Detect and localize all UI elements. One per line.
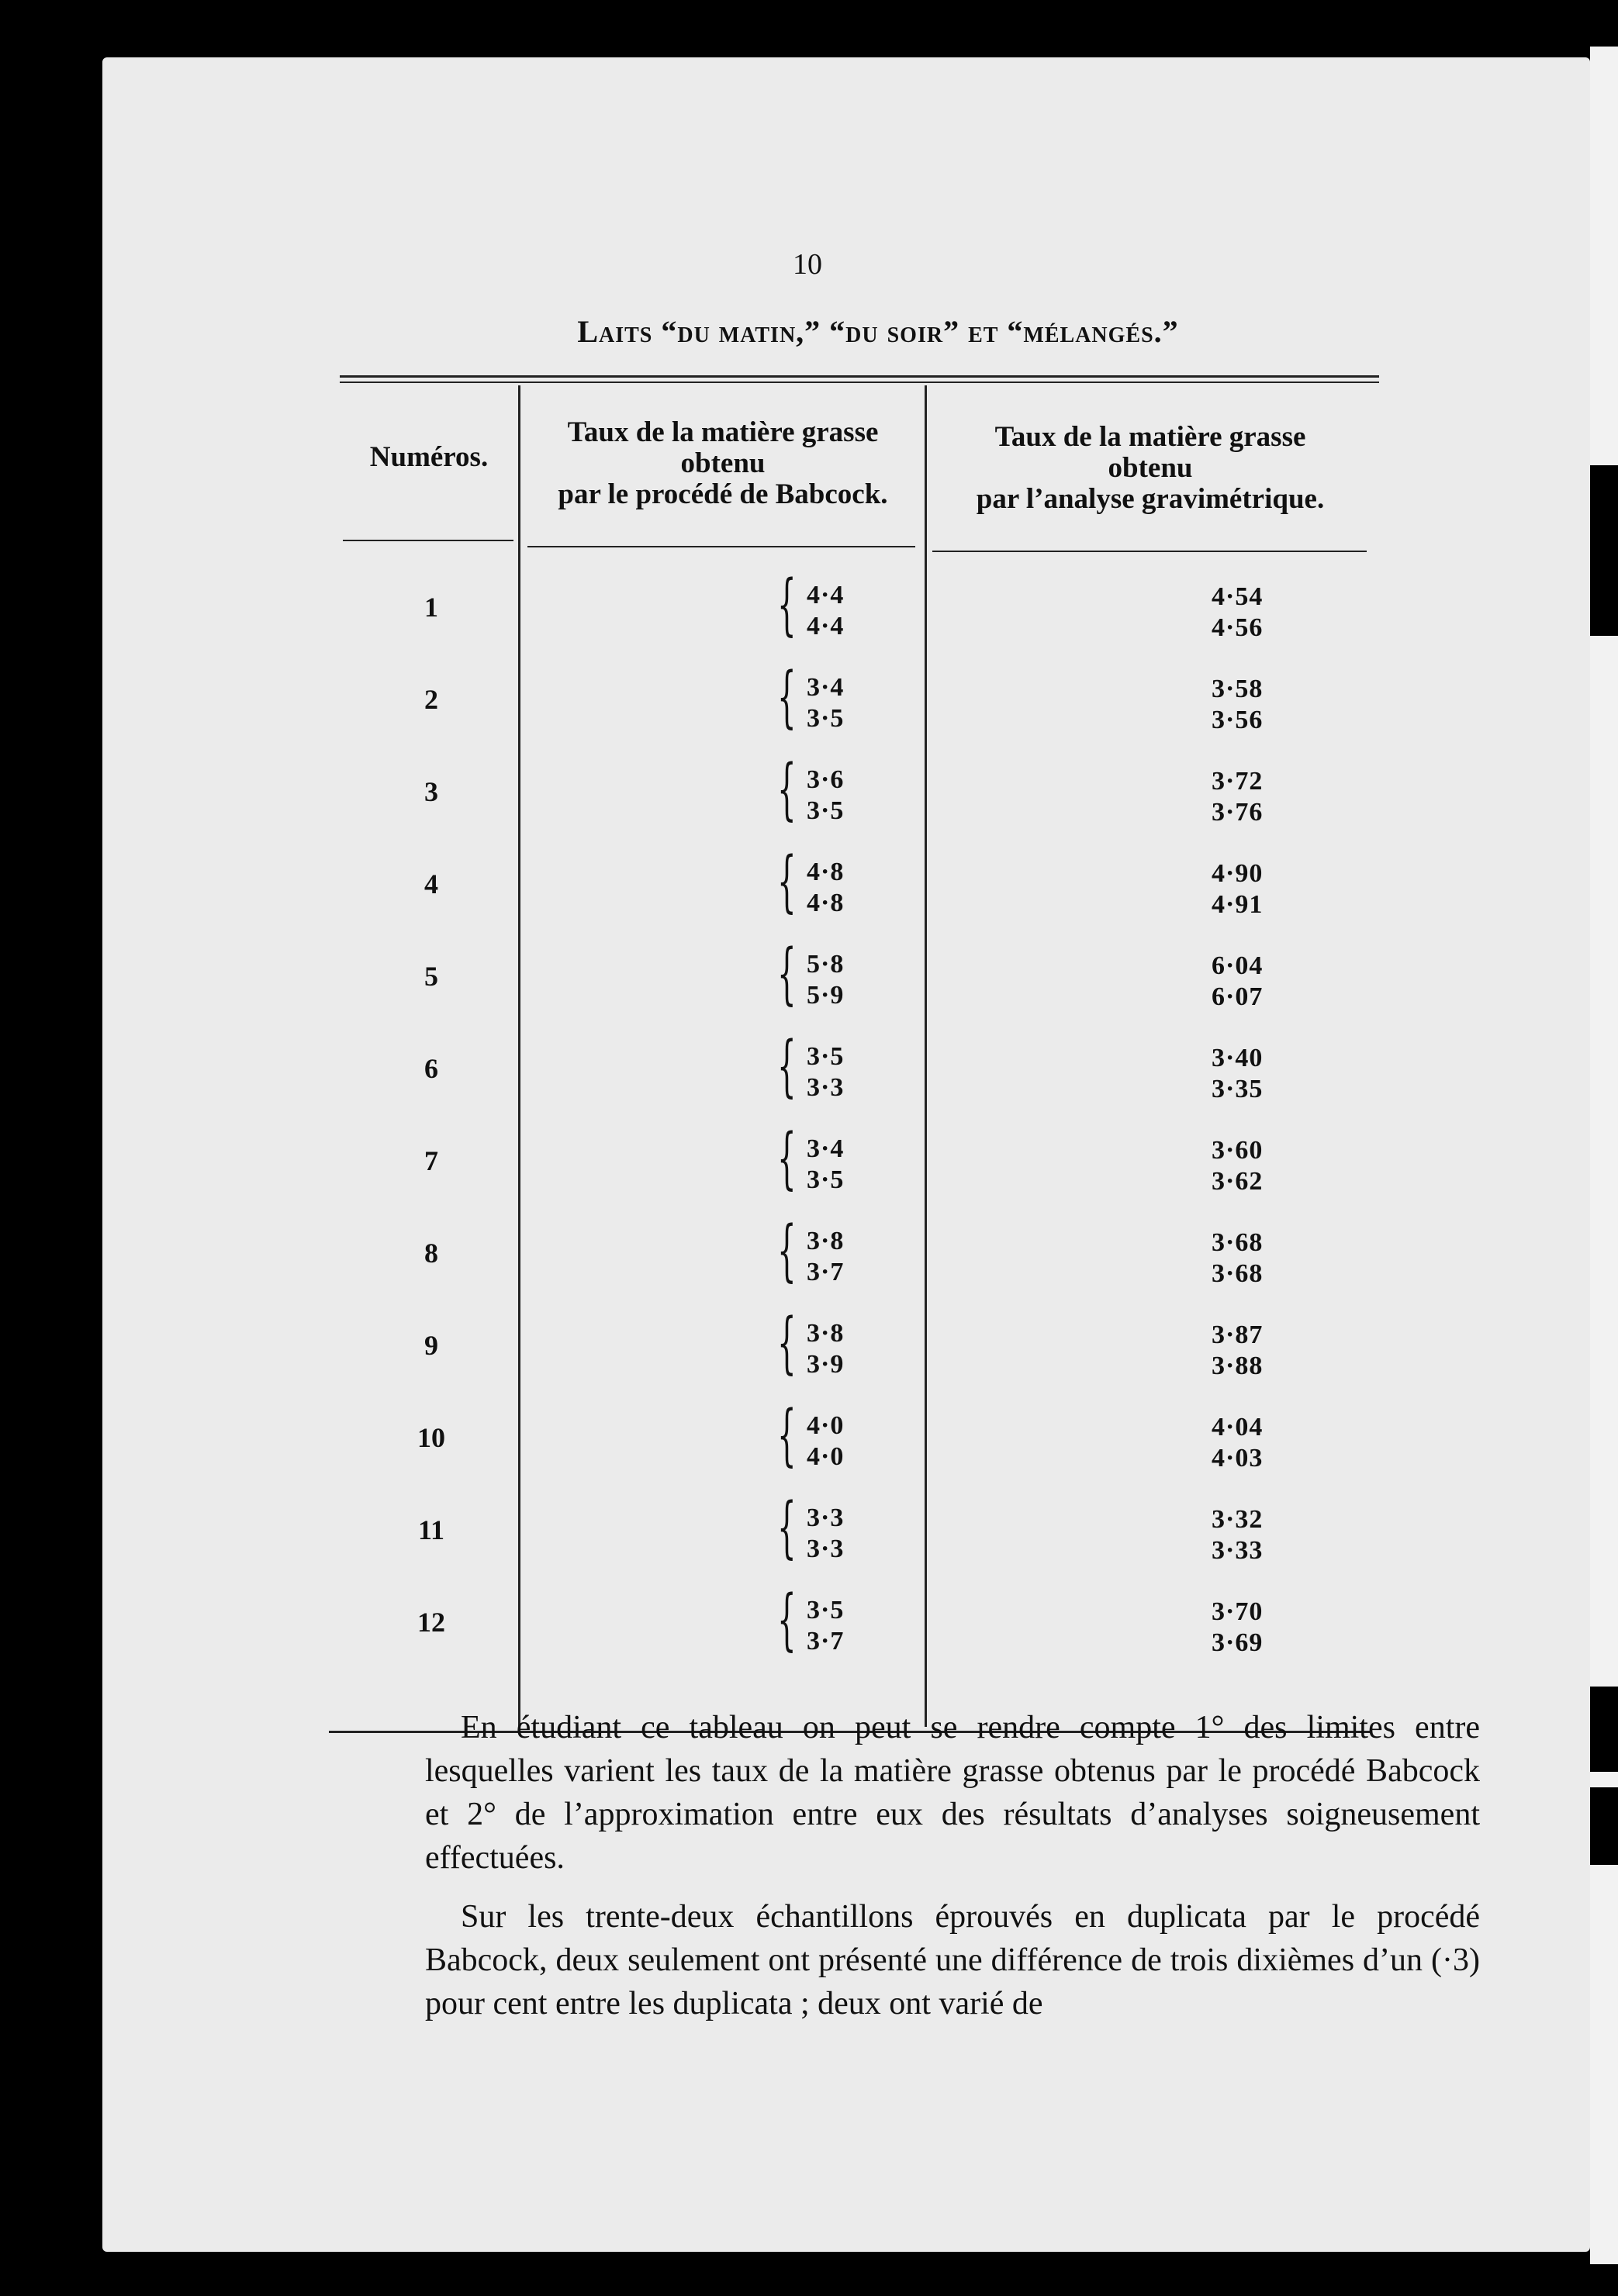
babcock-value: 3·8 bbox=[807, 1319, 845, 1348]
brace-icon: { bbox=[777, 1397, 797, 1474]
babcock-value: 4·4 bbox=[807, 581, 845, 609]
babcock-value: 3·4 bbox=[807, 673, 845, 702]
gravimetric-value: 4·56 bbox=[1212, 613, 1264, 642]
page-number: 10 bbox=[793, 248, 822, 281]
paragraph-2 bbox=[425, 1895, 1480, 2025]
babcock-value: 3·6 bbox=[807, 765, 845, 794]
gravimetric-value: 4·54 bbox=[1212, 582, 1264, 611]
row-number: 10 bbox=[417, 1422, 445, 1453]
paragraph-1-text: En étudiant ce tableau on peut se rendre compte 1° des limites entre lesquelles varient les taux de la matière grasse obtenus par le procédé Babcock et 2° de l’approximation entre eux des résultats d’analyses soigneusement effectuées. bbox=[425, 1710, 1480, 1876]
brace-icon: { bbox=[777, 843, 797, 920]
gravimetric-value: 4·91 bbox=[1212, 890, 1264, 919]
paragraph-1 bbox=[425, 1706, 1480, 1880]
title-rest: “du matin,” “du soir” et “mélangés.” bbox=[661, 314, 1179, 349]
gravimetric-value: 3·33 bbox=[1212, 1536, 1264, 1565]
header-numeros: Numéros. bbox=[369, 441, 489, 473]
row-number: 9 bbox=[424, 1330, 438, 1361]
header-gravimetric-line-2: obtenu bbox=[1108, 452, 1193, 484]
babcock-value: 3·5 bbox=[807, 1165, 845, 1194]
table-top-rule bbox=[340, 375, 1379, 378]
gravimetric-value: 3·62 bbox=[1212, 1167, 1264, 1196]
brace-icon: { bbox=[777, 1489, 797, 1566]
table-top-rule-2 bbox=[340, 382, 1379, 383]
brace-icon: { bbox=[777, 1581, 797, 1659]
row-number: 1 bbox=[424, 592, 438, 623]
babcock-value: 4·8 bbox=[807, 858, 845, 886]
header-gravimetric-line-3: par l’analyse gravimétrique. bbox=[976, 483, 1325, 515]
gravimetric-value: 3·56 bbox=[1212, 706, 1264, 734]
header-babcock-line-2: obtenu bbox=[680, 447, 766, 479]
gravimetric-value: 3·69 bbox=[1212, 1628, 1264, 1657]
row-number: 7 bbox=[424, 1145, 438, 1176]
babcock-value: 3·5 bbox=[807, 1596, 845, 1624]
paragraph-2-text: Sur les trente-deux échantillons éprouvés en duplicata par le procédé Babcock, deux seulement ont présenté une différence de trois dixièmes d’un (·3) pour cent entre les duplicata ; deux ont varié de bbox=[425, 1899, 1480, 2022]
gravimetric-value: 3·70 bbox=[1212, 1597, 1264, 1626]
brace-icon: { bbox=[777, 1120, 797, 1197]
header-babcock-line-1: Taux de la matière grasse bbox=[567, 416, 879, 448]
brace-icon: { bbox=[777, 751, 797, 828]
gravimetric-value: 3·35 bbox=[1212, 1075, 1264, 1103]
babcock-value: 3·5 bbox=[807, 796, 845, 825]
gravimetric-value: 3·68 bbox=[1212, 1259, 1264, 1288]
header-gravimetric bbox=[929, 422, 1371, 515]
adjacent-page-edge bbox=[1590, 47, 1618, 2264]
header-babcock-line-3: par le procédé de Babcock. bbox=[558, 478, 888, 510]
gravimetric-value: 3·58 bbox=[1212, 675, 1264, 703]
header-gravimetric-line-1: Taux de la matière grasse bbox=[994, 421, 1306, 453]
babcock-value: 4·0 bbox=[807, 1411, 845, 1440]
document-page bbox=[102, 57, 1590, 2252]
row-number: 6 bbox=[424, 1053, 438, 1084]
gravimetric-value: 3·76 bbox=[1212, 798, 1264, 827]
table-title bbox=[335, 313, 1421, 350]
gravimetric-value: 3·32 bbox=[1212, 1505, 1264, 1534]
gravimetric-value: 3·60 bbox=[1212, 1136, 1264, 1165]
babcock-value: 3·3 bbox=[807, 1535, 845, 1563]
header-underline-1 bbox=[343, 540, 513, 541]
gravimetric-value: 4·03 bbox=[1212, 1444, 1264, 1473]
brace-icon: { bbox=[777, 1027, 797, 1105]
babcock-value: 4·8 bbox=[807, 889, 845, 917]
row-number: 11 bbox=[417, 1514, 444, 1545]
babcock-value: 4·0 bbox=[807, 1442, 845, 1471]
babcock-value: 5·9 bbox=[807, 981, 845, 1010]
brace-icon: { bbox=[777, 1304, 797, 1382]
gravimetric-value: 6·07 bbox=[1212, 982, 1264, 1011]
babcock-value: 4·4 bbox=[807, 612, 845, 640]
header-babcock bbox=[525, 417, 921, 510]
babcock-value: 3·4 bbox=[807, 1134, 845, 1163]
row-number: 3 bbox=[424, 776, 438, 807]
gravimetric-value: 3·87 bbox=[1212, 1321, 1264, 1349]
brace-icon: { bbox=[777, 1212, 797, 1290]
gravimetric-value: 3·88 bbox=[1212, 1352, 1264, 1380]
row-number: 12 bbox=[417, 1607, 445, 1638]
brace-icon: { bbox=[777, 658, 797, 736]
row-number: 4 bbox=[424, 868, 438, 899]
column-divider-2 bbox=[925, 385, 927, 1727]
babcock-value: 3·7 bbox=[807, 1258, 845, 1286]
babcock-value: 5·8 bbox=[807, 950, 845, 979]
row-number: 5 bbox=[424, 961, 438, 992]
row-number: 8 bbox=[424, 1238, 438, 1269]
babcock-value: 3·3 bbox=[807, 1504, 845, 1532]
gravimetric-value: 3·68 bbox=[1212, 1228, 1264, 1257]
header-underline-2 bbox=[527, 546, 915, 547]
scan-artifact bbox=[1587, 558, 1618, 636]
brace-icon: { bbox=[777, 935, 797, 1013]
gravimetric-value: 3·40 bbox=[1212, 1044, 1264, 1072]
gravimetric-value: 3·72 bbox=[1212, 767, 1264, 796]
babcock-value: 3·8 bbox=[807, 1227, 845, 1255]
babcock-value: 3·3 bbox=[807, 1073, 845, 1102]
babcock-value: 3·9 bbox=[807, 1350, 845, 1379]
babcock-value: 3·5 bbox=[807, 704, 845, 733]
gravimetric-value: 4·90 bbox=[1212, 859, 1264, 888]
brace-icon: { bbox=[777, 566, 797, 644]
gravimetric-value: 4·04 bbox=[1212, 1413, 1264, 1441]
column-divider-1 bbox=[518, 385, 520, 1727]
header-underline-3 bbox=[932, 551, 1367, 552]
babcock-value: 3·7 bbox=[807, 1627, 845, 1656]
row-number: 2 bbox=[424, 684, 438, 715]
babcock-value: 3·5 bbox=[807, 1042, 845, 1071]
title-lead: Laits bbox=[577, 314, 653, 349]
gravimetric-value: 6·04 bbox=[1212, 951, 1264, 980]
